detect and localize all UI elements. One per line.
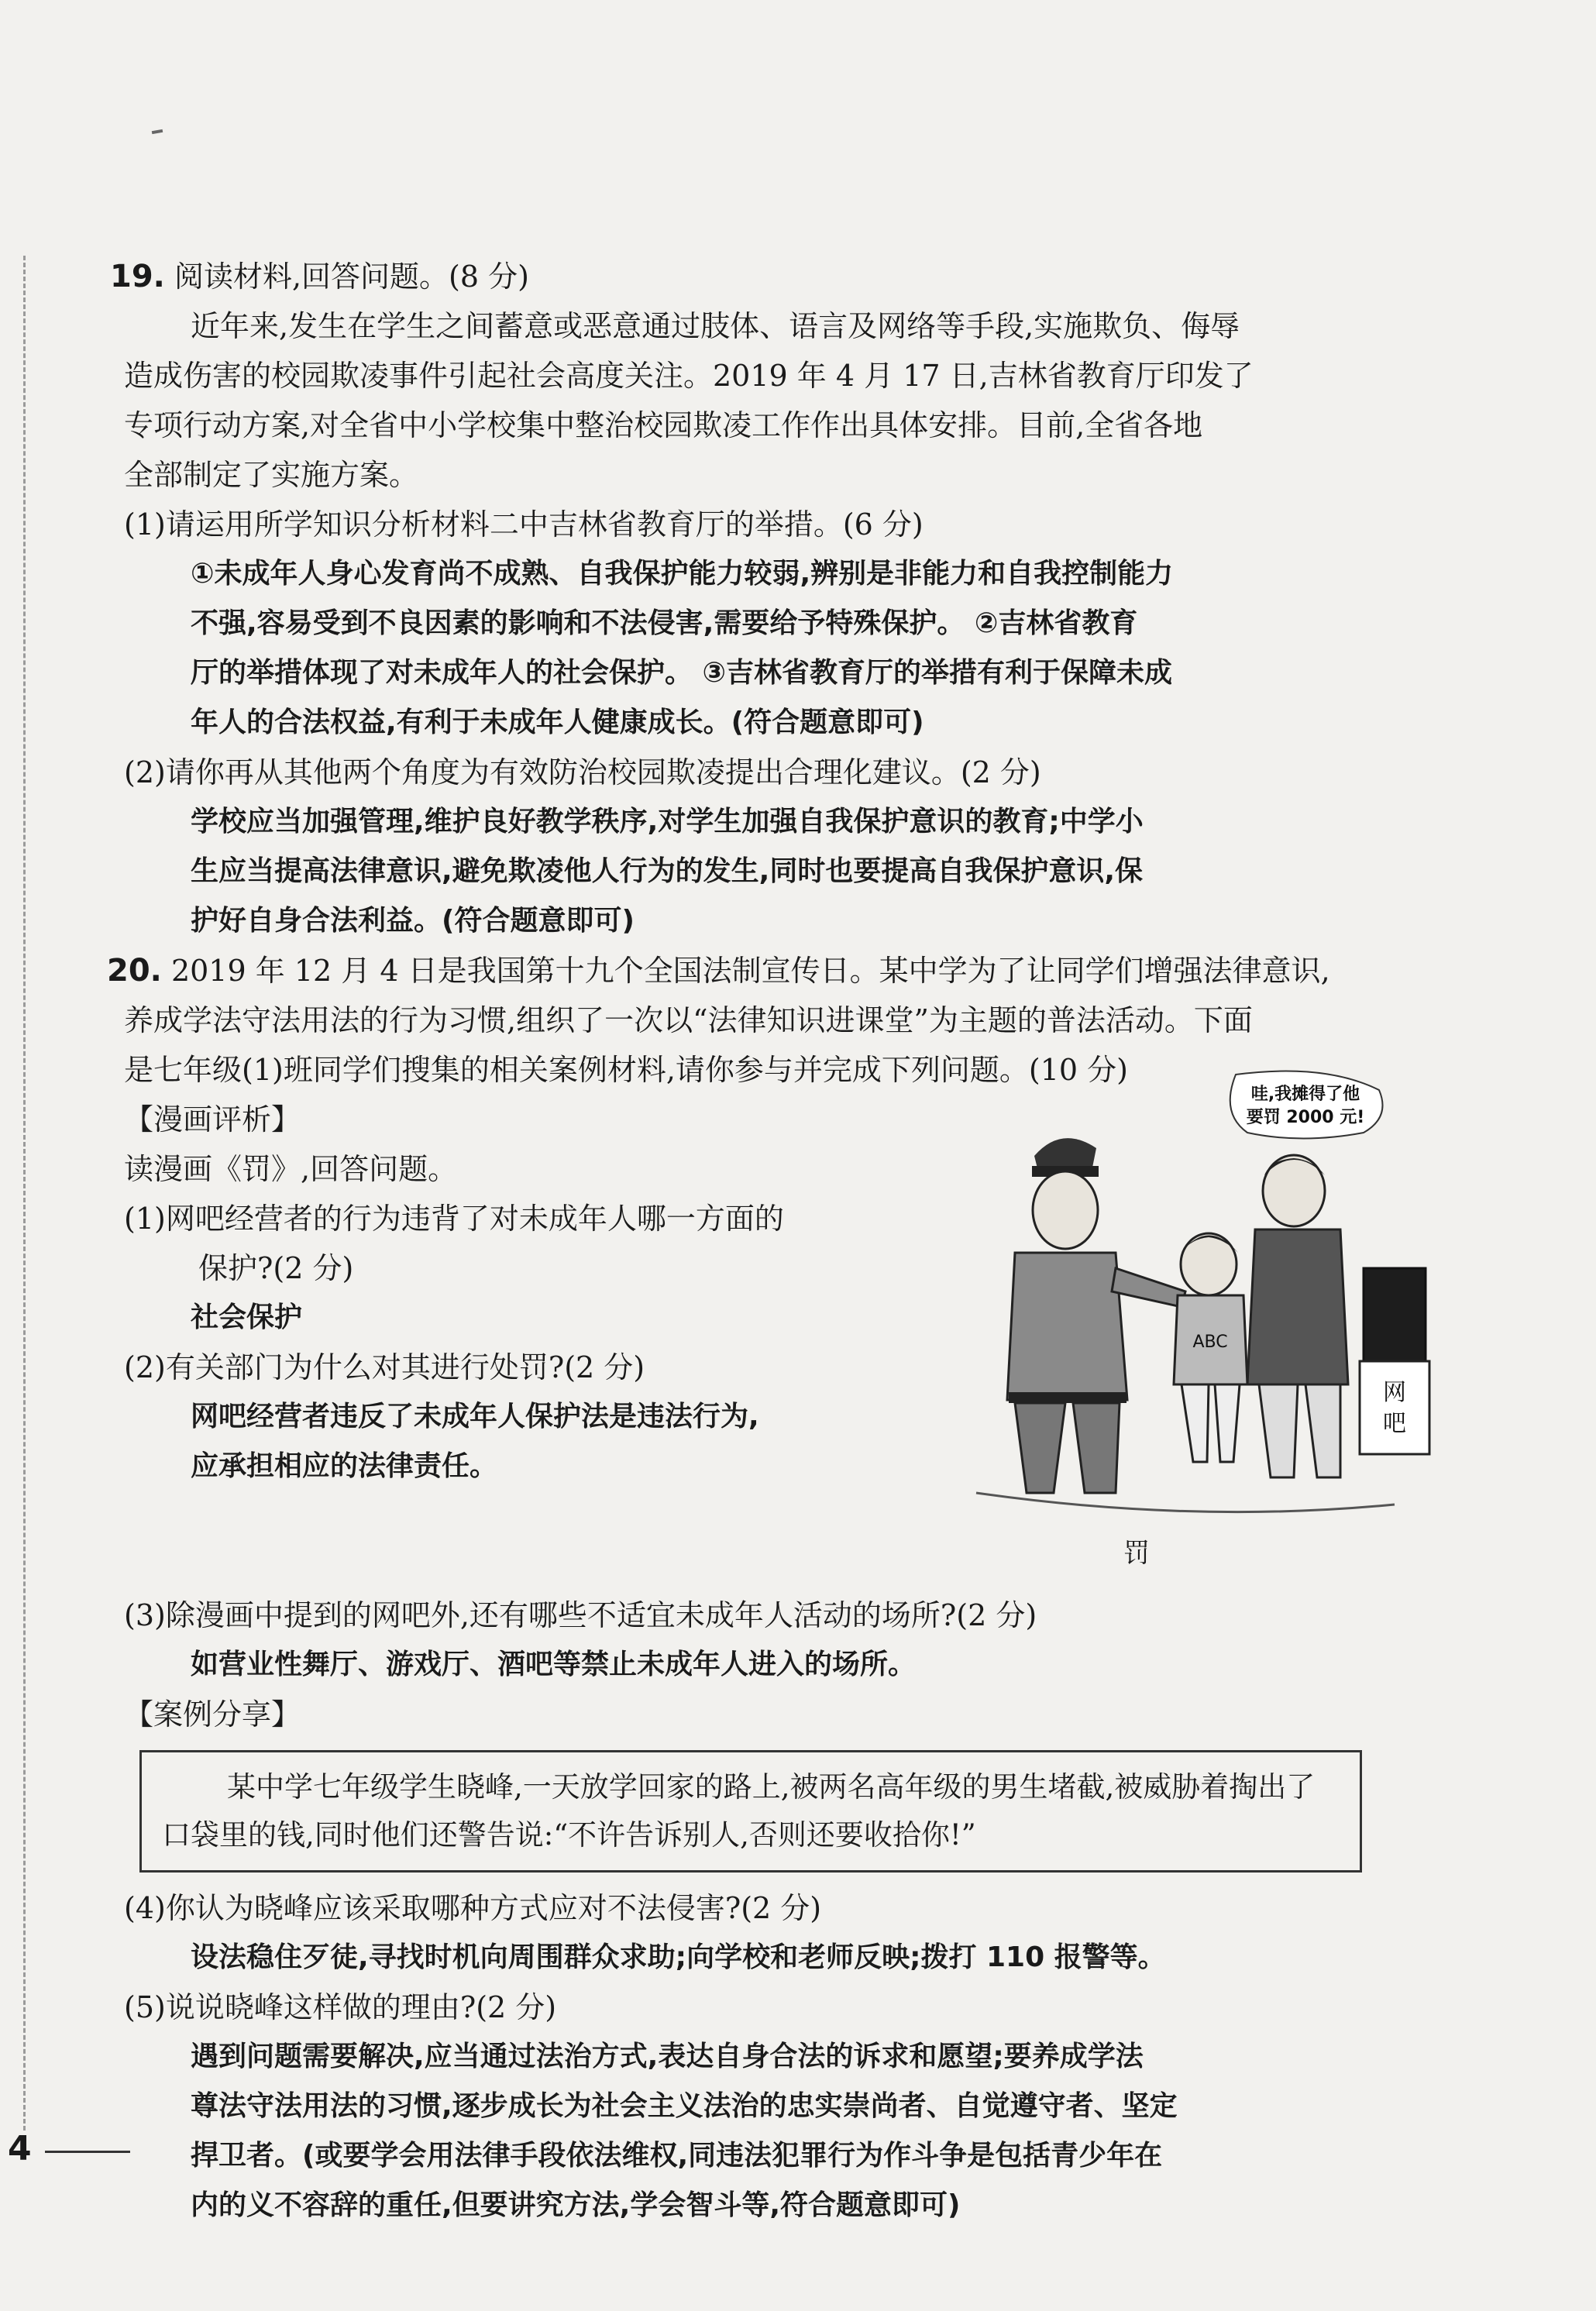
q20-intro-text: 2019 年 12 月 4 日是我国第十九个全国法制宣传日。某中学为了让同学们增强法律意识, — [170, 954, 1330, 988]
policeman-figure — [1007, 1138, 1185, 1493]
q20-sub4-answer: 设法稳住歹徒,寻找时机向周围群众求助;向学校和老师反映;拨打 110 报警等。 — [191, 1941, 1166, 1973]
q19-sub2-answer-line: 学校应当加强管理,维护良好教学秩序,对学生加强自我保护意识的教育;中学小 — [191, 806, 1144, 837]
q19-sub2-answer-line: 护好自身合法利益。(符合题意即可) — [191, 905, 635, 937]
q20-sub2-question: (2)有关部门为什么对其进行处罚?(2 分) — [124, 1350, 645, 1384]
margin-dashed-line — [23, 256, 26, 2130]
speech-text-line1: 哇,我摊得了他 — [1250, 1085, 1360, 1104]
q20-intro-line: 是七年级(1)班同学们搜集的相关案例材料,请你参与并完成下列问题。(10 分) — [124, 1053, 1128, 1087]
comic-illustration — [961, 1059, 1441, 1539]
q19-material-line: 专项行动方案,对全省中小学校集中整治校园欺凌工作作出具体安排。目前,全省各地 — [124, 408, 1203, 442]
q20-sub5-question: (5)说说晓峰这样做的理由?(2 分) — [124, 1990, 557, 2024]
q19-sub2-answer-line: 生应当提高法律意识,避免欺凌他人行为的发生,同时也要提高自我保护意识,保 — [191, 855, 1144, 887]
sign-char-2: 吧 — [1383, 1410, 1406, 1437]
q19-material-line: 造成伤害的校园欺凌事件引起社会高度关注。2019 年 4 月 17 日,吉林省教育厅印发了 — [124, 359, 1254, 393]
q19-sub1-answer-line: 不强,容易受到不良因素的影响和不法侵害,需要给予特殊保护。 ②吉林省教育 — [191, 607, 1138, 639]
page-number-rule — [45, 2151, 130, 2153]
q19-number: 19. — [110, 259, 165, 294]
case-text: 某中学七年级学生晓峰,一天放学回家的路上,被两名高年级的男生堵截,被威胁着掏出了口袋里的钱,同时他们还警告说:“不许告诉别人,否则还要收拾你!” — [162, 1770, 1316, 1852]
q19-title: 阅读材料,回答问题。(8 分) — [174, 260, 529, 294]
q19-material-line: 全部制定了实施方案。 — [124, 458, 419, 492]
q20-sub4-question: (4)你认为晓峰应该采取哪种方式应对不法侵害?(2 分) — [124, 1891, 822, 1925]
q20-sub5-answer-line: 遇到问题需要解决,应当通过法治方式,表达自身合法的诉求和愿望;要养成学法 — [191, 2041, 1144, 2072]
internet-cafe-owner-figure — [1247, 1155, 1348, 1477]
q19-sub1-answer-line: ①未成年人身心发育尚不成熟、自我保护能力较弱,辨别是非能力和自我控制能力 — [191, 558, 1174, 590]
q20-sub3-question: (3)除漫画中提到的网吧外,还有哪些不适宜未成年人活动的场所?(2 分) — [124, 1598, 1037, 1632]
q20-intro-line: 养成学法守法用法的行为习惯,组织了一次以“法律知识进课堂”为主题的普法活动。下面 — [124, 1003, 1253, 1037]
comic-caption: 罚 — [1123, 1538, 1150, 1569]
stray-mark — [152, 129, 163, 134]
boy-shirt-text: ABC — [1192, 1333, 1228, 1352]
q19-material-line: 近年来,发生在学生之间蓄意或恶意通过肢体、语言及网络等手段,实施欺负、侮辱 — [191, 309, 1240, 343]
q20-sub1-answer: 社会保护 — [191, 1302, 303, 1333]
q20-sub3-answer: 如营业性舞厅、游戏厅、酒吧等禁止未成年人进入的场所。 — [191, 1649, 917, 1680]
comic-section-title: 【漫画评析】 — [124, 1102, 301, 1137]
content — [107, 252, 1406, 2230]
boy-figure — [1174, 1233, 1247, 1462]
q19-sub1-question: (1)请运用所学知识分析材料二中吉林省教育厅的举措。(6 分) — [124, 507, 924, 542]
internet-cafe-sign — [1360, 1268, 1429, 1454]
q20-sub5-answer-line: 捍卫者。(或要学会用法律手段依法维权,同违法犯罪行为作斗争是包括青少年在 — [191, 2140, 1163, 2172]
q19-sub1-answer-line: 年人的合法权益,有利于未成年人健康成长。(符合题意即可) — [191, 707, 924, 738]
q20-sub5-answer-line: 尊法守法用法的习惯,逐步成长为社会主义法治的忠实崇尚者、自觉遵守者、坚定 — [191, 2090, 1178, 2122]
q19-title-line — [110, 252, 1371, 301]
case-box — [139, 1750, 1362, 1873]
q20-sub2-answer-line: 网吧经营者违反了未成年人保护法是违法行为, — [191, 1401, 759, 1432]
q20-number: 20. — [107, 953, 162, 989]
comic-prompt: 读漫画《罚》,回答问题。 — [124, 1152, 458, 1186]
q20-sub5-answer-line: 内的义不容辞的重任,但要讲究方法,学会智斗等,符合题意即可) — [191, 2189, 961, 2221]
q19-sub1-answer-line: 厅的举措体现了对未成年人的社会保护。 ③吉林省教育厅的举措有利于保障未成 — [191, 657, 1173, 689]
speech-text-line2: 要罚 2000 元! — [1246, 1108, 1365, 1127]
case-section-title: 【案例分享】 — [124, 1697, 301, 1732]
q20-sub1-question: (1)网吧经营者的行为违背了对未成年人哪一方面的 — [124, 1202, 784, 1236]
q20-sub1-question-cont: 保护?(2 分) — [198, 1251, 354, 1285]
comic-questions — [124, 1144, 1054, 1491]
speech-bubble — [1230, 1071, 1383, 1139]
q20-sub2-answer-line: 应承担相应的法律责任。 — [191, 1450, 498, 1482]
sign-char-1: 网 — [1383, 1379, 1406, 1406]
q19-sub2-question: (2)请你再从其他两个角度为有效防治校园欺凌提出合理化建议。(2 分) — [124, 755, 1041, 789]
page-number: 4 — [8, 2129, 32, 2168]
q20-intro-line — [107, 946, 1371, 996]
